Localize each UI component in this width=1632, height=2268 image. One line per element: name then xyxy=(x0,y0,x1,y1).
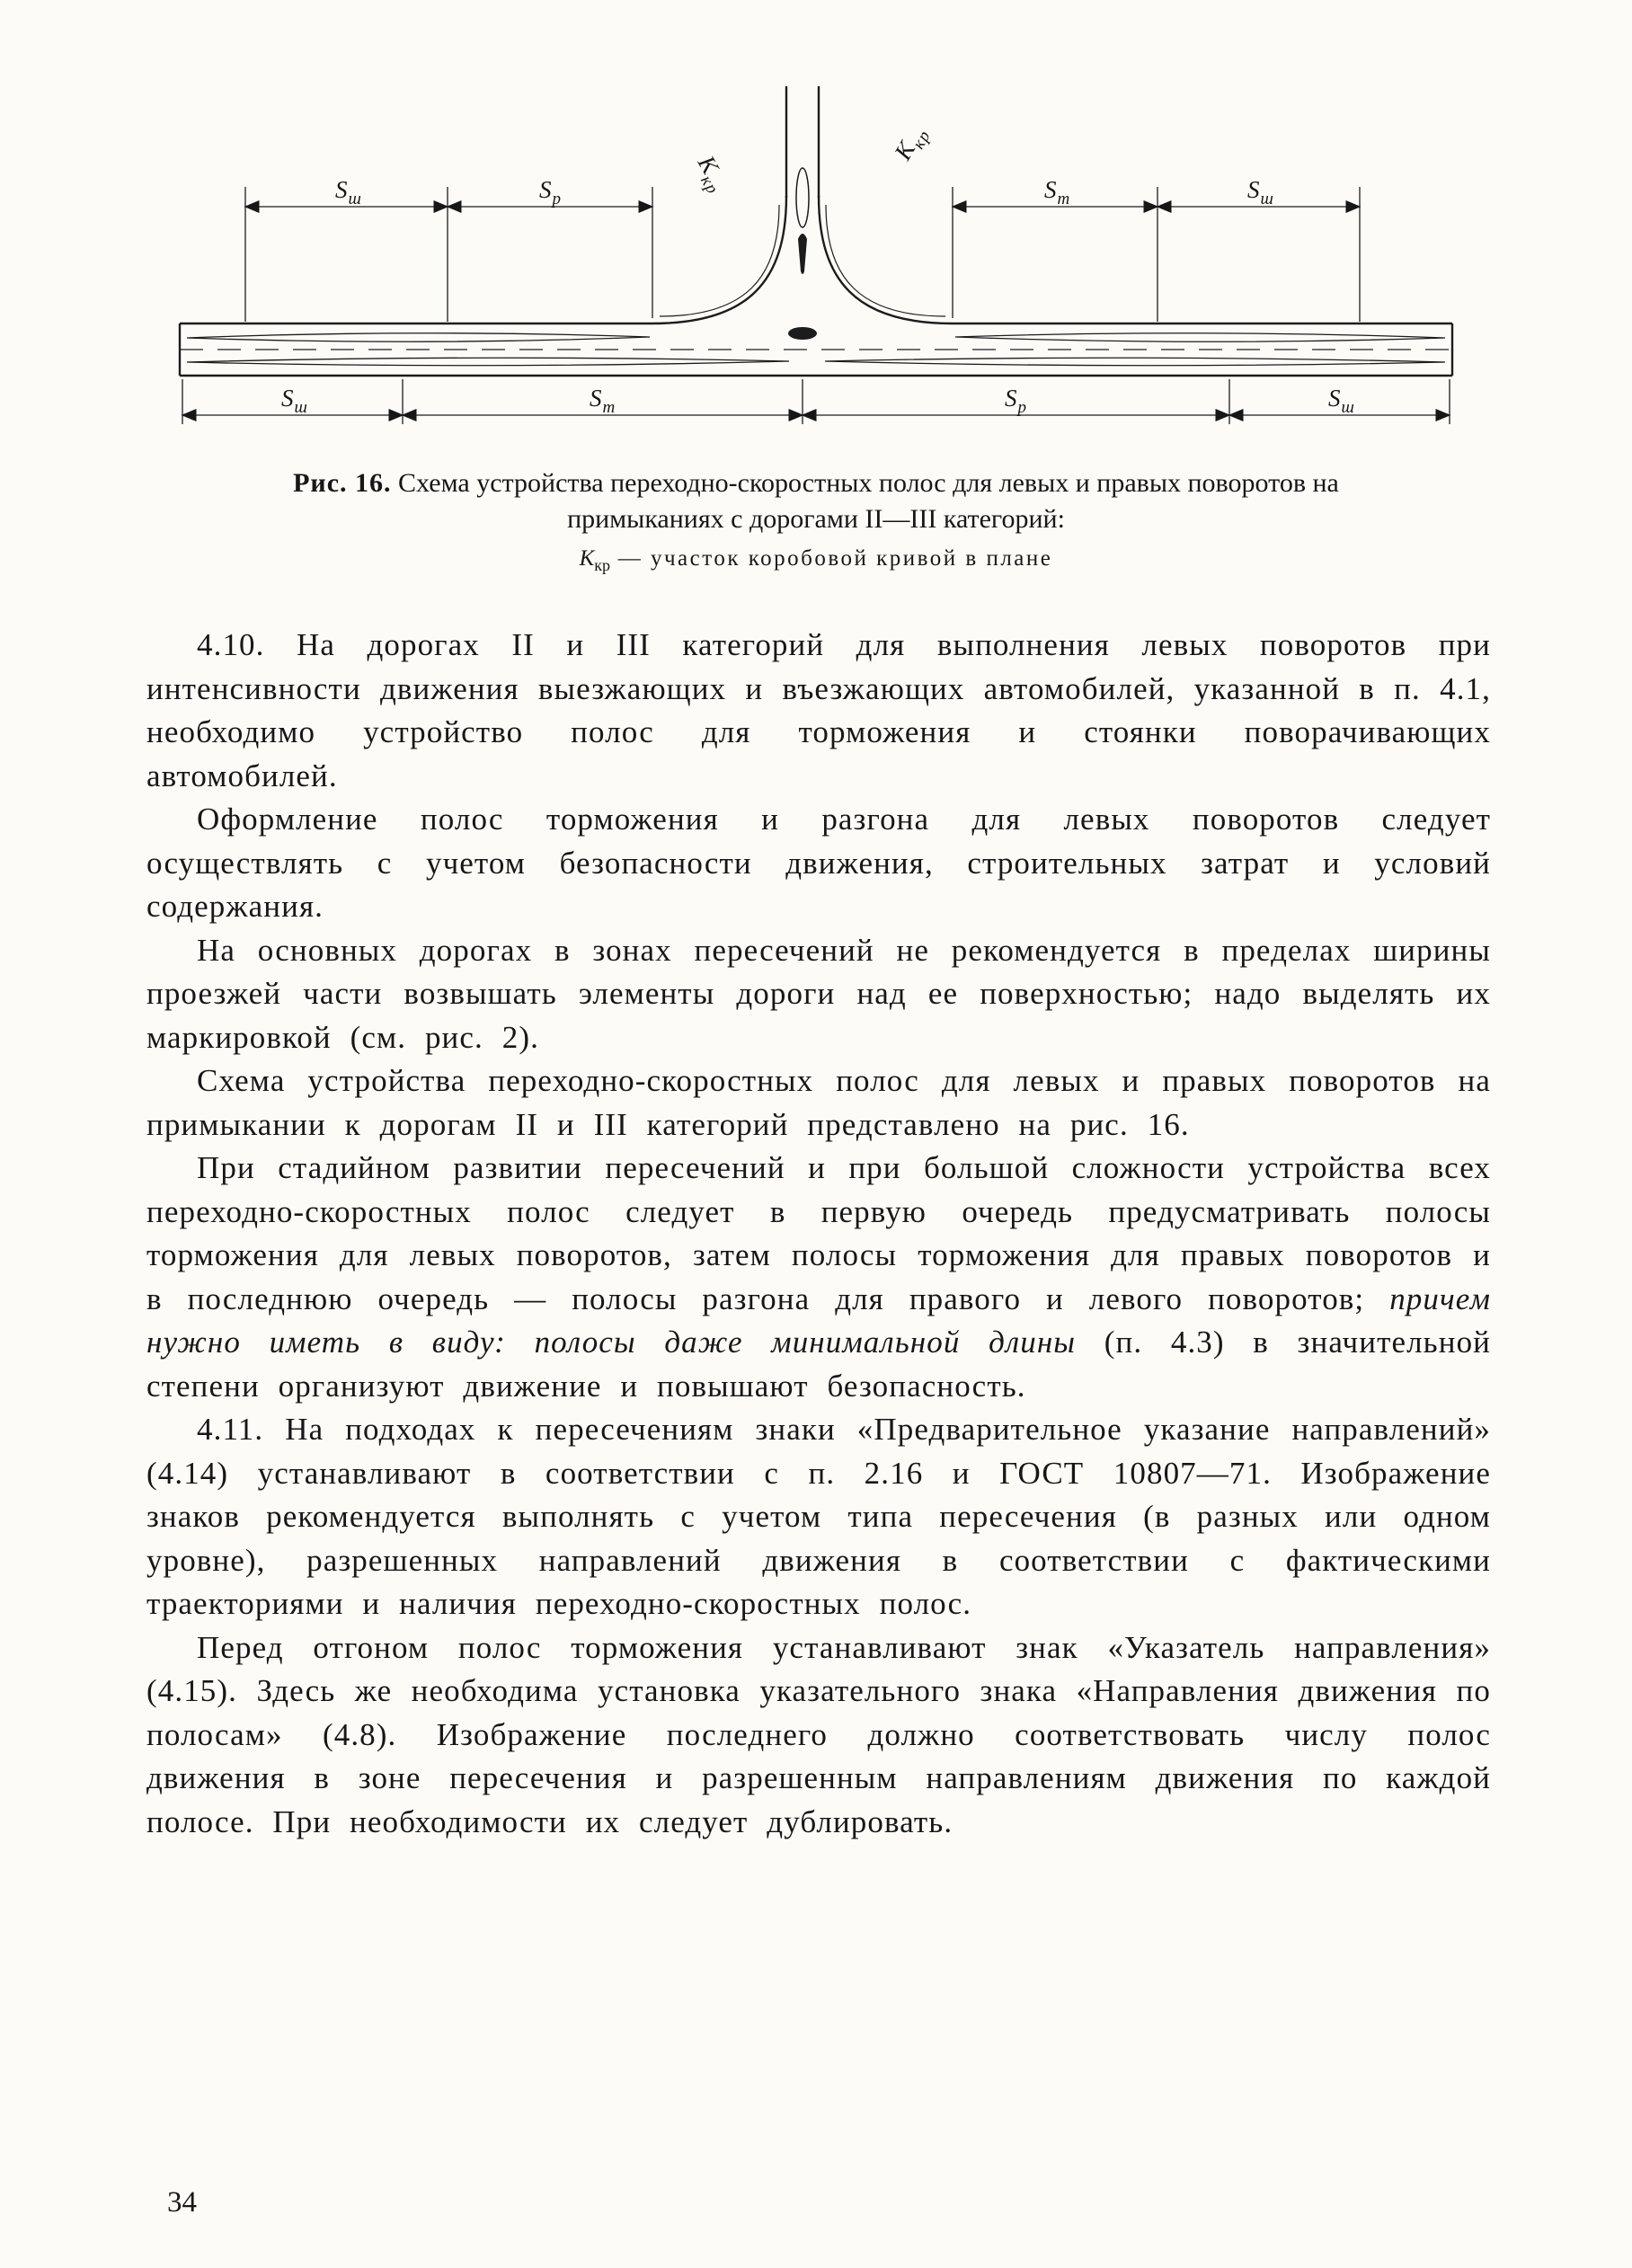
dim-label-s-sh-bottom-left: $S_ш$ xyxy=(281,385,308,417)
paragraph: Схема устройства переходно-скоростных полос для левых и правых поворотов на примыкании к дорогам II и III категорий представлено на рис. 16. xyxy=(146,1063,1491,1142)
paragraph: На основных дорогах в зонах пересечений не рекомендуется в пределах ширины проезжей части возвышать элементы дороги над ее поверхностью; надо выделять их маркировкой (см. рис. 2). xyxy=(146,932,1491,1055)
paragraph: Оформление полос торможения и разгона для левых поворотов следует осуществлять с учетом безопасности движения, строительных затрат и условий содержания. xyxy=(146,802,1491,924)
dim-label-s-r-top-left: $S_р$ xyxy=(539,176,562,208)
dim-label-s-sh-bottom-right: $S_ш$ xyxy=(1328,385,1355,417)
figure-caption xyxy=(0,465,1632,575)
figure-16 xyxy=(0,0,1632,575)
dim-label-k-kr-right: $К_{кр}$ xyxy=(889,127,936,164)
figure-caption-note: $К_{кр}$ — участок коробовой кривой в плане xyxy=(579,546,1053,574)
figure-number: Рис. 16. xyxy=(293,468,392,498)
dim-label-s-t-bottom-left: $S_т$ xyxy=(590,385,616,417)
road-junction-diagram xyxy=(160,79,1472,456)
italic-note: причем нужно иметь в виду: полосы даже минимальной длины xyxy=(146,1280,1491,1360)
paragraph-4-11: 4.11. На подходах к пересечениям знаки «Предварительное указание направлений» (4.14) устанавливают в соответствии с п. 2.16 и ГОСТ 10807—71. Изображение знаков рекомендуется выполнять с учетом типа пересечения (в разных или одном уровне), разрешенных направлений движения в соответствии с фактическими траекториями и наличия переходно-скоростных полос. xyxy=(146,1412,1491,1621)
dim-label-s-sh-top-right: $S_ш$ xyxy=(1247,176,1274,208)
dimension-lines xyxy=(182,187,1450,424)
body-text xyxy=(146,624,1491,1844)
page-number: 34 xyxy=(167,2186,197,2219)
figure-caption-main: Рис. 16. Схема устройства переходно-скоростных полос для левых и правых поворотов на примыканиях с дорогами II—III категорий: xyxy=(293,468,1339,534)
dim-label-s-t-top-right: $S_т$ xyxy=(1044,176,1071,208)
paragraph: При стадийном развитии пересечений и при большой сложности устройства всех переходно-скоростных полос следует в первую очередь предусматривать полосы торможения для левых поворотов, затем полосы торможения для правых поворотов и в последнюю очередь — полосы разгона для правого и левого поворотов; причем нужно иметь в виду: полосы даже минимальной длины (п. 4.3) в значительной степени организуют движение и повышают безопасность. xyxy=(146,1150,1491,1404)
paragraph-4-10: 4.10. На дорогах II и III категорий для выполнения левых поворотов при интенсивности движения выезжающих и въезжающих автомобилей, указанной в п. 4.1, необходимо устройство полос для торможения и стоянки поворачивающих автомобилей. xyxy=(146,627,1491,793)
dim-label-s-r-bottom-right: $S_р$ xyxy=(1005,385,1027,417)
roadway-lines xyxy=(180,86,1452,376)
dim-label-k-kr-left: $К_{кр}$ xyxy=(692,151,725,199)
dim-label-s-sh-top-left: $S_ш$ xyxy=(335,176,362,208)
paragraph: Перед отгоном полос торможения устанавливают знак «Указатель направления» (4.15). Здесь же необходима установка указательного знака «Направления движения по полосам» (4.8). Изображение последнего должно соответствовать числу полос движения в зоне пересечения и разрешенным направлениям движения по каждой полосе. При необходимости их следует дублировать. xyxy=(146,1629,1491,1839)
